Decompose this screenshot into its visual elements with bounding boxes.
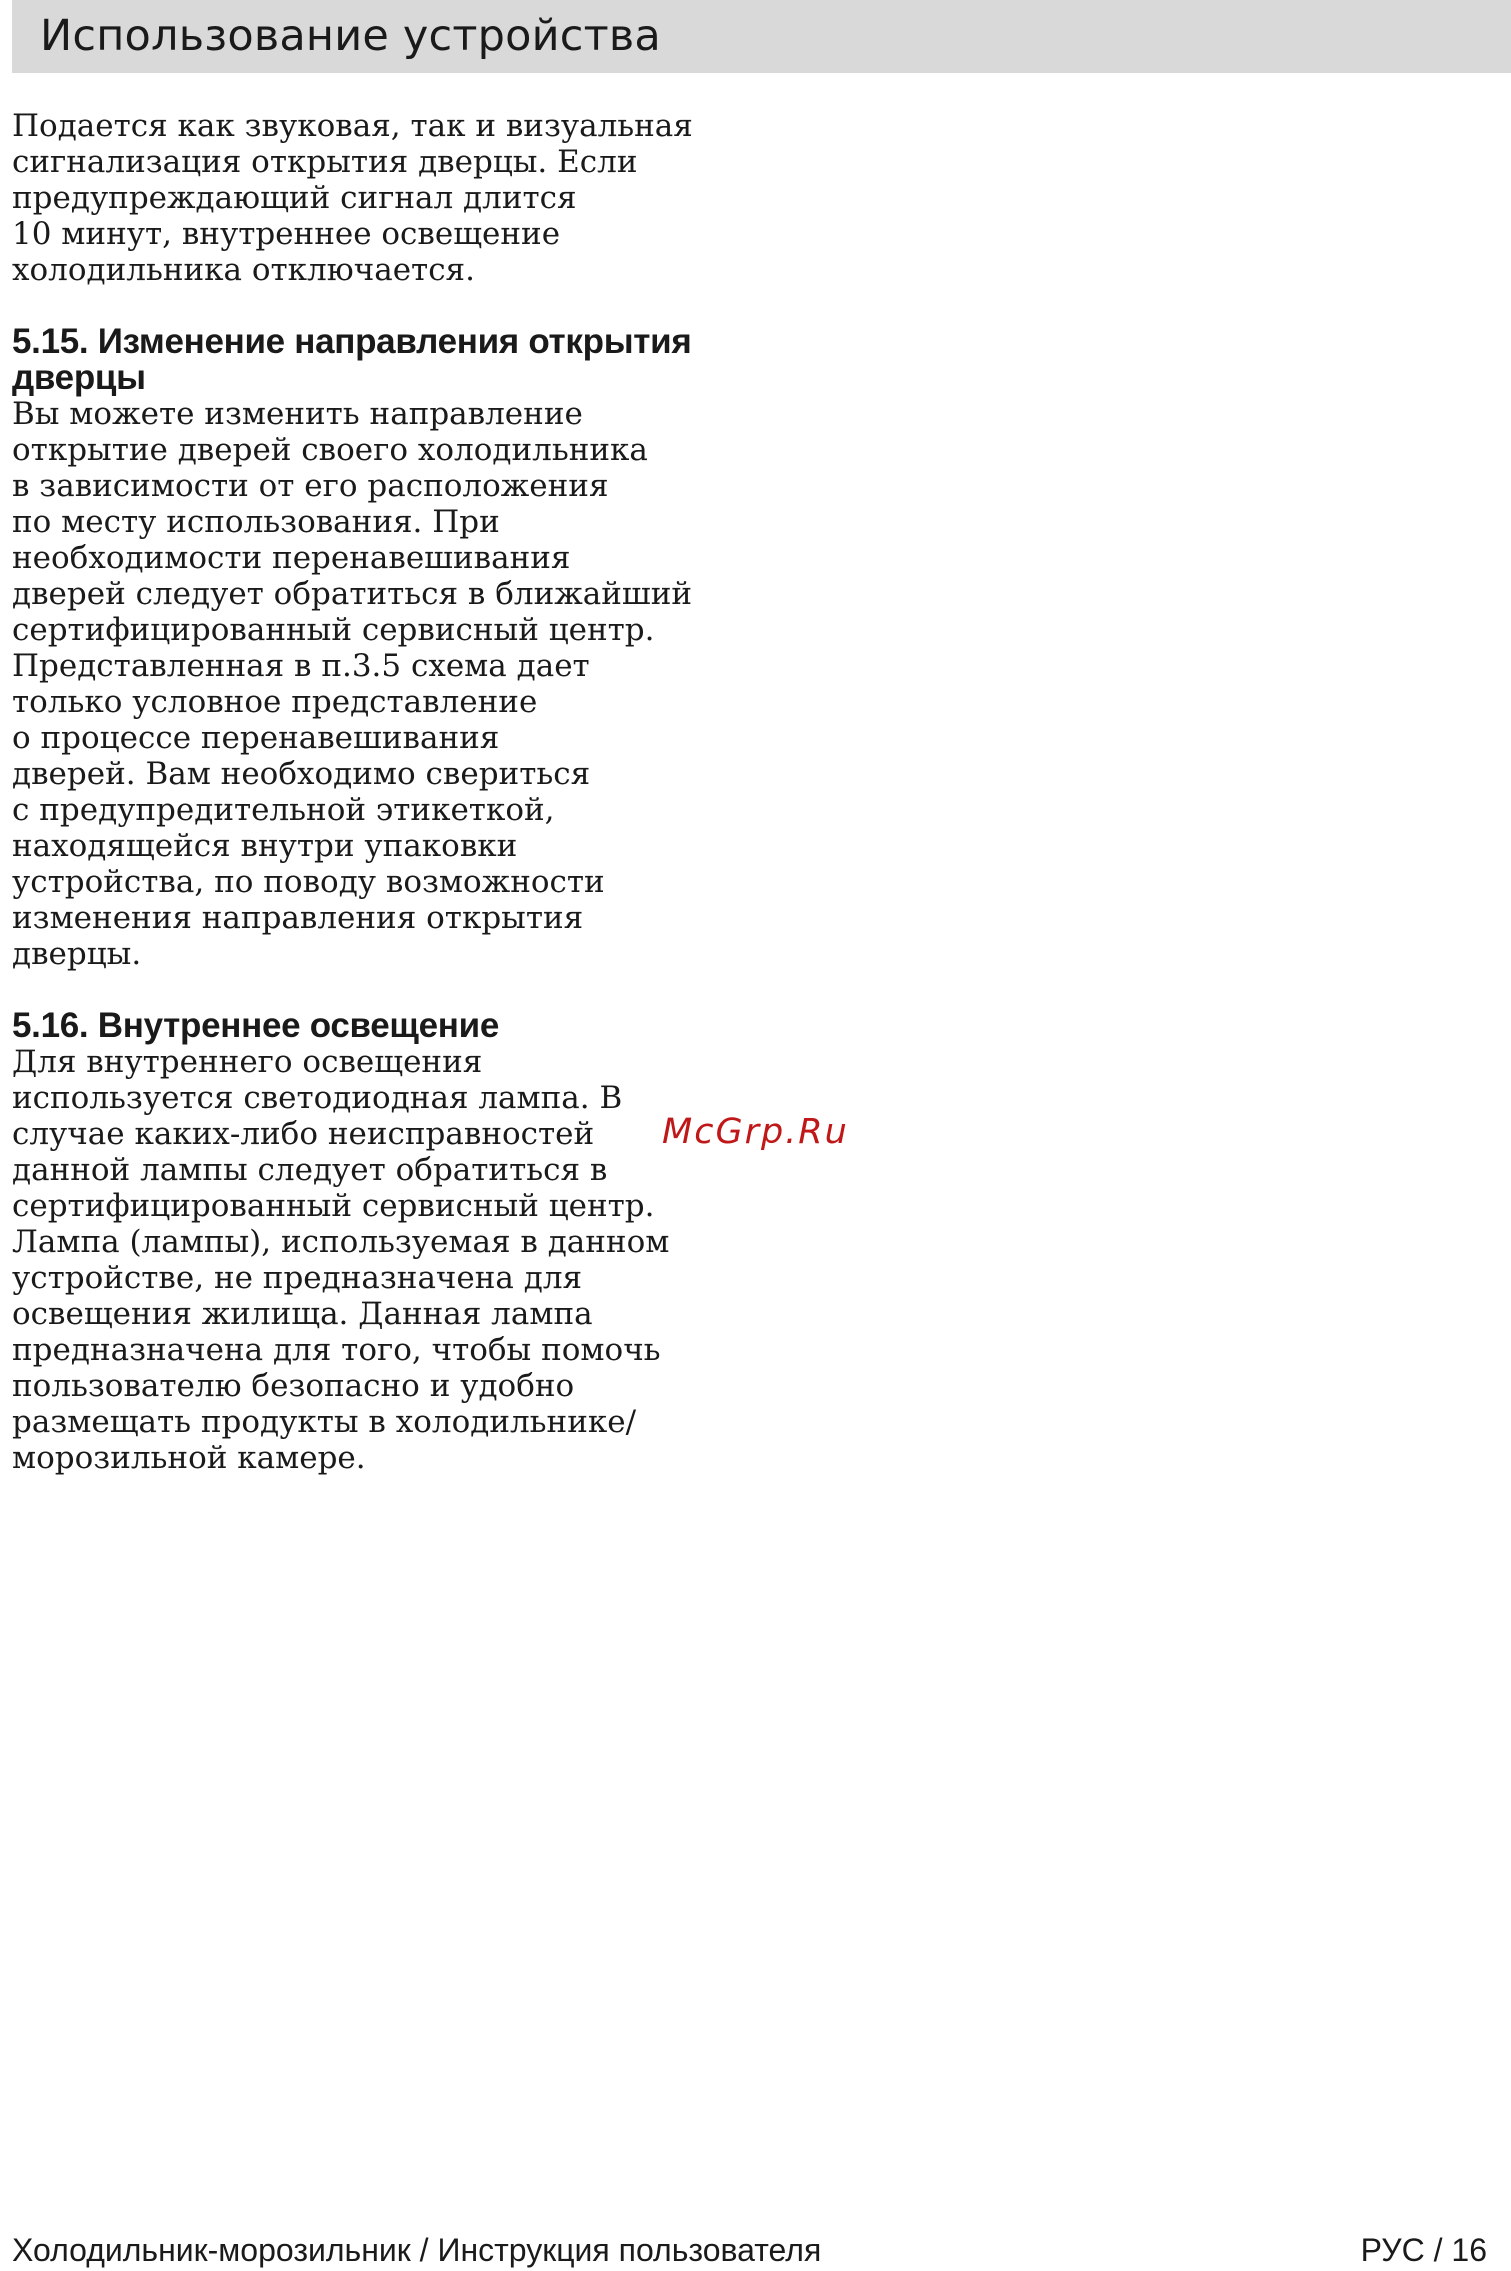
page-header-title: Использование устройства xyxy=(40,11,661,61)
intro-paragraph: Подается как звуковая, так и визуальная сигнализация открытия дверцы. Если предупреждающий сигнал длится 10 минут, внутреннее освещение холодильника отключается. xyxy=(12,108,693,288)
section-515-heading: 5.15. Изменение направления открытия дверцы xyxy=(12,322,692,397)
footer-document-title: Холодильник-морозильник / Инструкция пользователя xyxy=(12,2232,822,2268)
page-header-bar xyxy=(12,0,1511,73)
main-content xyxy=(12,108,732,1476)
section-516-heading: 5.16. Внутреннее освещение xyxy=(12,1006,500,1045)
watermark-text: McGrp.Ru xyxy=(662,1112,849,1152)
section-515-body: Вы можете изменить направление открытие дверей своего холодильника в зависимости от его расположения по месту использования. При необходимости перенавешивания дверей следует обратиться в ближайший сертифицированный сервисный центр. Представленная в п.3.5 схема дает только условное представление о процессе перенавешивания дверей. Вам необходимо свериться с предупредительной этикеткой, находящейся внутри упаковки устройства, по поводу возможности изменения направления открытия дверцы. xyxy=(12,396,693,972)
section-516-body: Для внутреннего освещения используется светодиодная лампа. В случае каких-либо неисправностей данной лампы следует обратиться в сертифицированный сервисный центр. Лампа (лампы), используемая в данном устройстве, не предназначена для освещения жилища. Данная лампа предназначена для того, чтобы помочь пользователю безопасно и удобно размещать продукты в холодильнике/ морозильной камере. xyxy=(12,1044,670,1476)
footer-page-label: РУС / 16 xyxy=(1360,2232,1487,2268)
